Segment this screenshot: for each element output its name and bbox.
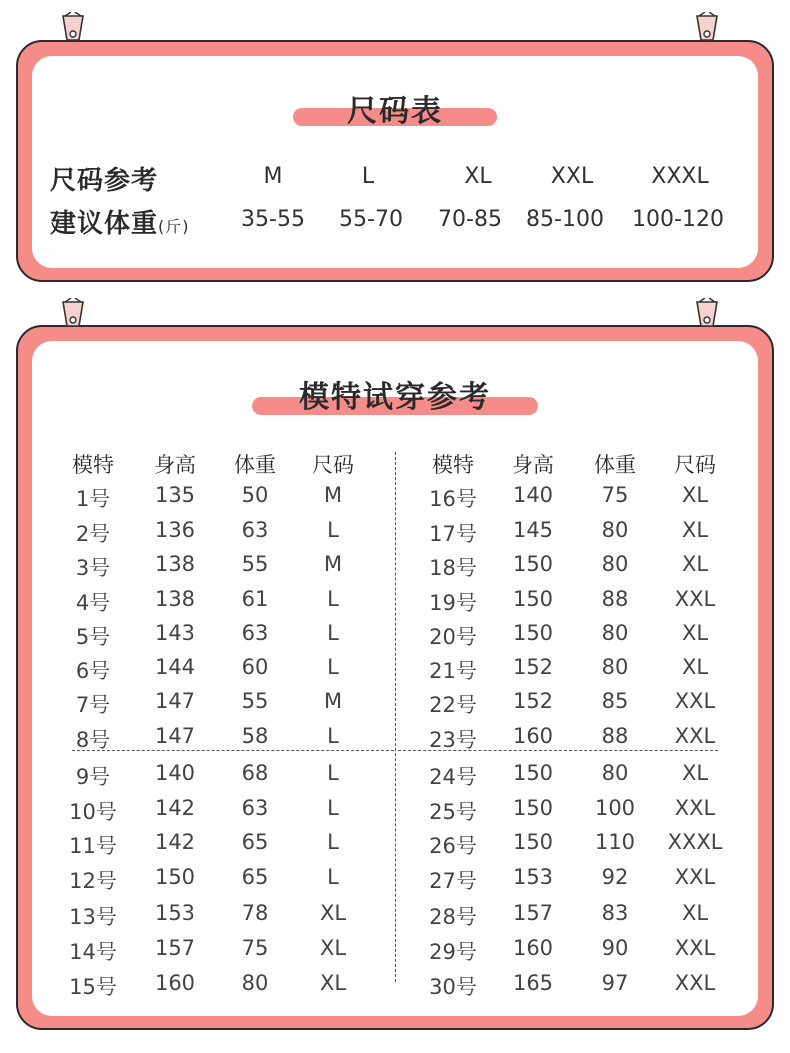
size-cell: XXL [674, 971, 716, 995]
weight-cell: 75 [241, 936, 269, 960]
model-table-header: 身高 [154, 453, 196, 477]
model-number-cell: 7号 [75, 693, 111, 717]
size-cell: XL [681, 655, 709, 679]
model-number-cell: 28号 [429, 905, 477, 929]
size-reference-label: 尺码参考 [50, 166, 159, 196]
weight-cell: 100 [594, 796, 636, 820]
model-number-cell: 22号 [429, 693, 477, 717]
height-cell: 160 [512, 936, 554, 960]
size-cell: XL [319, 901, 347, 925]
size-cell: L [327, 518, 339, 542]
size-cell: L [327, 796, 339, 820]
size-cell: XXXL [667, 830, 723, 854]
size-cell: XXL [550, 164, 594, 189]
height-cell: 147 [154, 724, 196, 748]
size-cell: L [327, 830, 339, 854]
height-cell: 160 [512, 724, 554, 748]
weight-cell: 50 [241, 483, 269, 507]
size-cell: XL [464, 164, 492, 189]
size-reference-row [50, 160, 770, 194]
model-number-cell: 16号 [429, 487, 477, 511]
height-cell: 138 [154, 552, 196, 576]
model-number-cell: 19号 [429, 591, 477, 615]
size-cell: L [327, 621, 339, 645]
weight-cell: 88 [601, 587, 629, 611]
model-number-cell: 18号 [429, 556, 477, 580]
weight-cell: 60 [241, 655, 269, 679]
size-cell: L [327, 865, 339, 889]
size-cell: XXL [674, 865, 716, 889]
size-cell: XXXL [651, 164, 709, 189]
height-cell: 152 [512, 655, 554, 679]
model-number-cell: 21号 [429, 659, 477, 683]
size-cell: M [323, 552, 343, 576]
size-cell: XXL [674, 689, 716, 713]
weight-cell: 80 [601, 761, 629, 785]
model-number-cell: 2号 [75, 522, 111, 546]
size-cell: L [327, 587, 339, 611]
model-number-cell: 8号 [75, 728, 111, 752]
weight-cell: 80 [601, 518, 629, 542]
size-cell: L [327, 724, 339, 748]
size-cell: XL [681, 901, 709, 925]
weight-cell: 35-55 [241, 207, 305, 232]
height-cell: 140 [154, 761, 196, 785]
size-cell: XXL [674, 724, 716, 748]
model-number-cell: 3号 [75, 556, 111, 580]
weight-cell: 55-70 [339, 207, 403, 232]
size-cell: XL [681, 483, 709, 507]
model-number-cell: 27号 [429, 869, 477, 893]
height-cell: 142 [154, 796, 196, 820]
weight-cell: 70-85 [438, 207, 502, 232]
size-cell: XXL [674, 936, 716, 960]
weight-cell: 97 [601, 971, 629, 995]
height-cell: 135 [154, 483, 196, 507]
model-number-cell: 1号 [75, 487, 111, 511]
height-cell: 152 [512, 689, 554, 713]
size-cell: XL [681, 621, 709, 645]
height-cell: 150 [154, 865, 196, 889]
weight-cell: 75 [601, 483, 629, 507]
column-divider [395, 452, 396, 982]
model-number-cell: 4号 [75, 591, 111, 615]
model-table-header: 体重 [594, 453, 636, 477]
height-cell: 140 [512, 483, 554, 507]
size-cell: M [263, 164, 283, 189]
row-divider [72, 750, 394, 751]
weight-reference-row [50, 203, 770, 237]
weight-cell: 58 [241, 724, 269, 748]
weight-cell: 55 [241, 552, 269, 576]
height-cell: 157 [154, 936, 196, 960]
weight-cell: 65 [241, 865, 269, 889]
weight-cell: 68 [241, 761, 269, 785]
weight-cell: 92 [601, 865, 629, 889]
size-cell: XL [681, 761, 709, 785]
height-cell: 136 [154, 518, 196, 542]
model-table-header: 身高 [512, 453, 554, 477]
height-cell: 147 [154, 689, 196, 713]
weight-cell: 61 [241, 587, 269, 611]
model-number-cell: 29号 [429, 940, 477, 964]
model-table-header: 尺码 [674, 453, 716, 477]
size-cell: M [323, 689, 343, 713]
size-cell: M [323, 483, 343, 507]
weight-cell: 85-100 [526, 207, 604, 232]
model-number-cell: 30号 [429, 975, 477, 999]
model-table-header: 尺码 [312, 453, 354, 477]
weight-cell: 88 [601, 724, 629, 748]
size-cell: XL [681, 518, 709, 542]
model-number-cell: 26号 [429, 834, 477, 858]
height-cell: 138 [154, 587, 196, 611]
size-chart-title: 尺码表 [347, 94, 443, 129]
binder-clip-icon [694, 298, 720, 332]
model-number-cell: 11号 [69, 834, 117, 858]
weight-cell: 63 [241, 796, 269, 820]
model-number-cell: 9号 [75, 765, 111, 789]
height-cell: 150 [512, 796, 554, 820]
model-number-cell: 17号 [429, 522, 477, 546]
size-cell: XXL [674, 796, 716, 820]
size-cell: XXL [674, 587, 716, 611]
model-number-cell: 25号 [429, 800, 477, 824]
weight-cell: 100-120 [632, 207, 724, 232]
weight-cell: 65 [241, 830, 269, 854]
height-cell: 150 [512, 621, 554, 645]
weight-cell: 80 [241, 971, 269, 995]
model-table-header: 模特 [72, 453, 114, 477]
model-table-title: 模特试穿参考 [299, 380, 491, 415]
model-number-cell: 6号 [75, 659, 111, 683]
height-cell: 144 [154, 655, 196, 679]
binder-clip-icon [694, 12, 720, 46]
weight-cell: 63 [241, 518, 269, 542]
weight-cell: 78 [241, 901, 269, 925]
weight-cell: 80 [601, 552, 629, 576]
height-cell: 143 [154, 621, 196, 645]
height-cell: 150 [512, 761, 554, 785]
weight-cell: 80 [601, 621, 629, 645]
model-number-cell: 12号 [69, 869, 117, 893]
binder-clip-icon [60, 298, 86, 332]
height-cell: 157 [512, 901, 554, 925]
height-cell: 150 [512, 830, 554, 854]
weight-cell: 80 [601, 655, 629, 679]
height-cell: 145 [512, 518, 554, 542]
weight-unit: (斤) [158, 217, 190, 236]
height-cell: 150 [512, 552, 554, 576]
model-table-header: 体重 [234, 453, 276, 477]
size-cell: L [327, 761, 339, 785]
weight-cell: 83 [601, 901, 629, 925]
weight-label-text: 建议体重 [50, 209, 159, 239]
model-number-cell: 5号 [75, 625, 111, 649]
model-number-cell: 15号 [69, 975, 117, 999]
model-number-cell: 10号 [69, 800, 117, 824]
weight-cell: 55 [241, 689, 269, 713]
height-cell: 165 [512, 971, 554, 995]
height-cell: 142 [154, 830, 196, 854]
height-cell: 153 [512, 865, 554, 889]
weight-cell: 90 [601, 936, 629, 960]
row-divider [398, 750, 718, 751]
size-cell: XL [319, 971, 347, 995]
size-cell: L [327, 655, 339, 679]
model-number-cell: 14号 [69, 940, 117, 964]
weight-cell: 85 [601, 689, 629, 713]
size-cell: L [361, 164, 375, 189]
height-cell: 160 [154, 971, 196, 995]
model-number-cell: 20号 [429, 625, 477, 649]
weight-cell: 63 [241, 621, 269, 645]
model-table-header: 模特 [432, 453, 474, 477]
model-number-cell: 24号 [429, 765, 477, 789]
height-cell: 153 [154, 901, 196, 925]
size-cell: XL [681, 552, 709, 576]
binder-clip-icon [60, 12, 86, 46]
height-cell: 150 [512, 587, 554, 611]
size-cell: XL [319, 936, 347, 960]
weight-reference-label [50, 203, 190, 240]
weight-cell: 110 [594, 830, 636, 854]
model-number-cell: 13号 [69, 905, 117, 929]
model-number-cell: 23号 [429, 728, 477, 752]
